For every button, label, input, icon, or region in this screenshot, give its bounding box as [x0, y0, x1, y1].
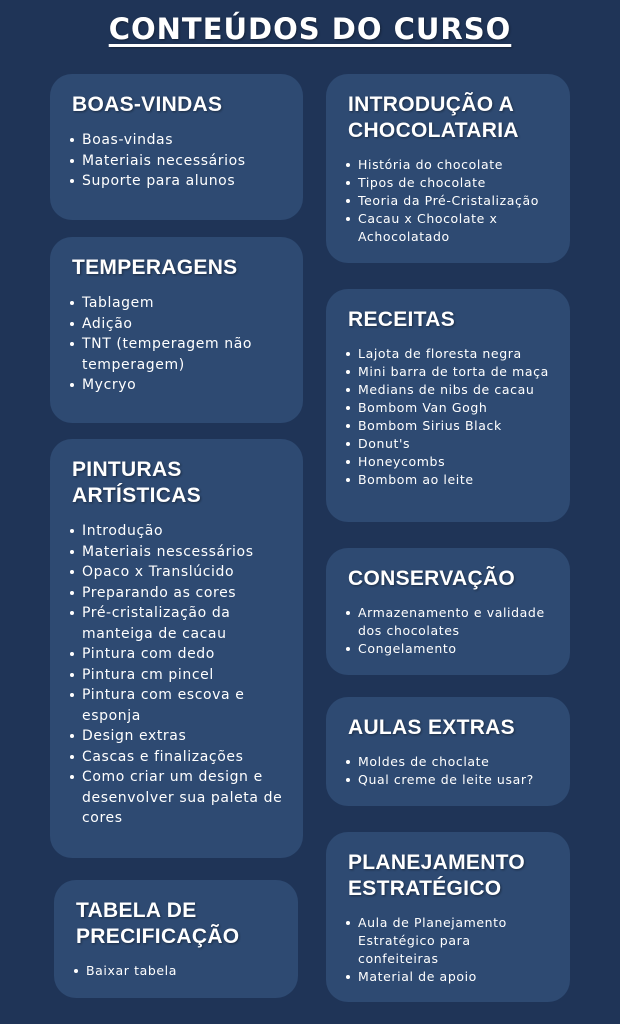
module-title: PLANEJAMENTO ESTRATÉGICO — [348, 851, 526, 900]
module-title: INTRODUÇÃO A CHOCOLATARIA — [348, 93, 519, 142]
lesson-item[interactable]: Baixar tabela — [76, 962, 278, 980]
page-title: CONTEÚDOS DO CURSO — [108, 12, 512, 46]
lesson-item[interactable]: Lajota de floresta negra — [348, 345, 550, 363]
lesson-list — [72, 130, 283, 192]
lesson-item[interactable]: Material de apoio — [348, 968, 550, 986]
lesson-item[interactable]: Como criar um design e desenvolver sua paleta de cores — [72, 767, 283, 829]
lesson-item[interactable]: Pintura com escova e esponja — [72, 685, 283, 726]
module-title: BOAS-VINDAS — [72, 93, 223, 116]
lesson-item[interactable]: Armazenamento e validade dos chocolates — [348, 604, 550, 640]
lesson-item[interactable]: Preparando as cores — [72, 583, 283, 604]
lesson-item[interactable]: Tablagem — [72, 293, 283, 314]
lesson-item[interactable]: Medians de nibs de cacau — [348, 381, 550, 399]
lesson-list — [76, 962, 278, 980]
lesson-list — [348, 604, 550, 658]
lesson-item[interactable]: Honeycombs — [348, 453, 550, 471]
lesson-list — [348, 345, 550, 489]
module-card-aulas-extras[interactable] — [326, 697, 570, 806]
lesson-item[interactable]: Cascas e finalizações — [72, 747, 283, 768]
module-card-introducao[interactable] — [326, 74, 570, 263]
lesson-item[interactable]: Design extras — [72, 726, 283, 747]
module-title: TABELA DE PRECIFICAÇÃO — [76, 899, 240, 948]
lesson-list — [72, 293, 283, 396]
lesson-item[interactable]: Donut's — [348, 435, 550, 453]
lesson-list — [348, 156, 550, 246]
module-card-conservacao[interactable] — [326, 548, 570, 675]
module-title: PINTURAS ARTÍSTICAS — [72, 458, 201, 507]
lesson-list — [72, 521, 283, 829]
lesson-item[interactable]: Introdução — [72, 521, 283, 542]
lesson-list — [348, 753, 550, 789]
lesson-list — [348, 914, 550, 986]
module-card-boas-vindas[interactable] — [50, 74, 303, 220]
lesson-item[interactable]: TNT (temperagem não temperagem) — [72, 334, 283, 375]
lesson-item[interactable]: Pintura cm pincel — [72, 665, 283, 686]
lesson-item[interactable]: Mini barra de torta de maça — [348, 363, 550, 381]
lesson-item[interactable]: Adição — [72, 314, 283, 335]
module-card-temperagens[interactable] — [50, 237, 303, 423]
lesson-item[interactable]: Congelamento — [348, 640, 550, 658]
module-card-planejamento[interactable] — [326, 832, 570, 1002]
lesson-item[interactable]: Materiais nescessários — [72, 542, 283, 563]
lesson-item[interactable]: História do chocolate — [348, 156, 550, 174]
lesson-item[interactable]: Moldes de choclate — [348, 753, 550, 771]
module-card-receitas[interactable] — [326, 289, 570, 522]
lesson-item[interactable]: Qual creme de leite usar? — [348, 771, 550, 789]
lesson-item[interactable]: Bombom Van Gogh — [348, 399, 550, 417]
lesson-item[interactable]: Opaco x Translúcido — [72, 562, 283, 583]
module-card-pinturas-artisticas[interactable] — [50, 439, 303, 858]
lesson-item[interactable]: Bombom Sirius Black — [348, 417, 550, 435]
lesson-item[interactable]: Pintura com dedo — [72, 644, 283, 665]
lesson-item[interactable]: Cacau x Chocolate x Achocolatado — [348, 210, 550, 246]
lesson-item[interactable]: Mycryo — [72, 375, 283, 396]
lesson-item[interactable]: Tipos de chocolate — [348, 174, 550, 192]
module-title: AULAS EXTRAS — [348, 716, 515, 739]
lesson-item[interactable]: Bombom ao leite — [348, 471, 550, 489]
lesson-item[interactable]: Materiais necessários — [72, 151, 283, 172]
lesson-item[interactable]: Pré-cristalização da manteiga de cacau — [72, 603, 283, 644]
module-title: TEMPERAGENS — [72, 256, 238, 279]
lesson-item[interactable]: Teoria da Pré-Cristalização — [348, 192, 550, 210]
lesson-item[interactable]: Aula de Planejamento Estratégico para confeiteiras — [348, 914, 550, 968]
module-title: RECEITAS — [348, 308, 456, 331]
module-card-tabela-de-precificacao[interactable] — [54, 880, 298, 998]
lesson-item[interactable]: Boas-vindas — [72, 130, 283, 151]
module-title: CONSERVAÇÃO — [348, 567, 516, 590]
lesson-item[interactable]: Suporte para alunos — [72, 171, 283, 192]
